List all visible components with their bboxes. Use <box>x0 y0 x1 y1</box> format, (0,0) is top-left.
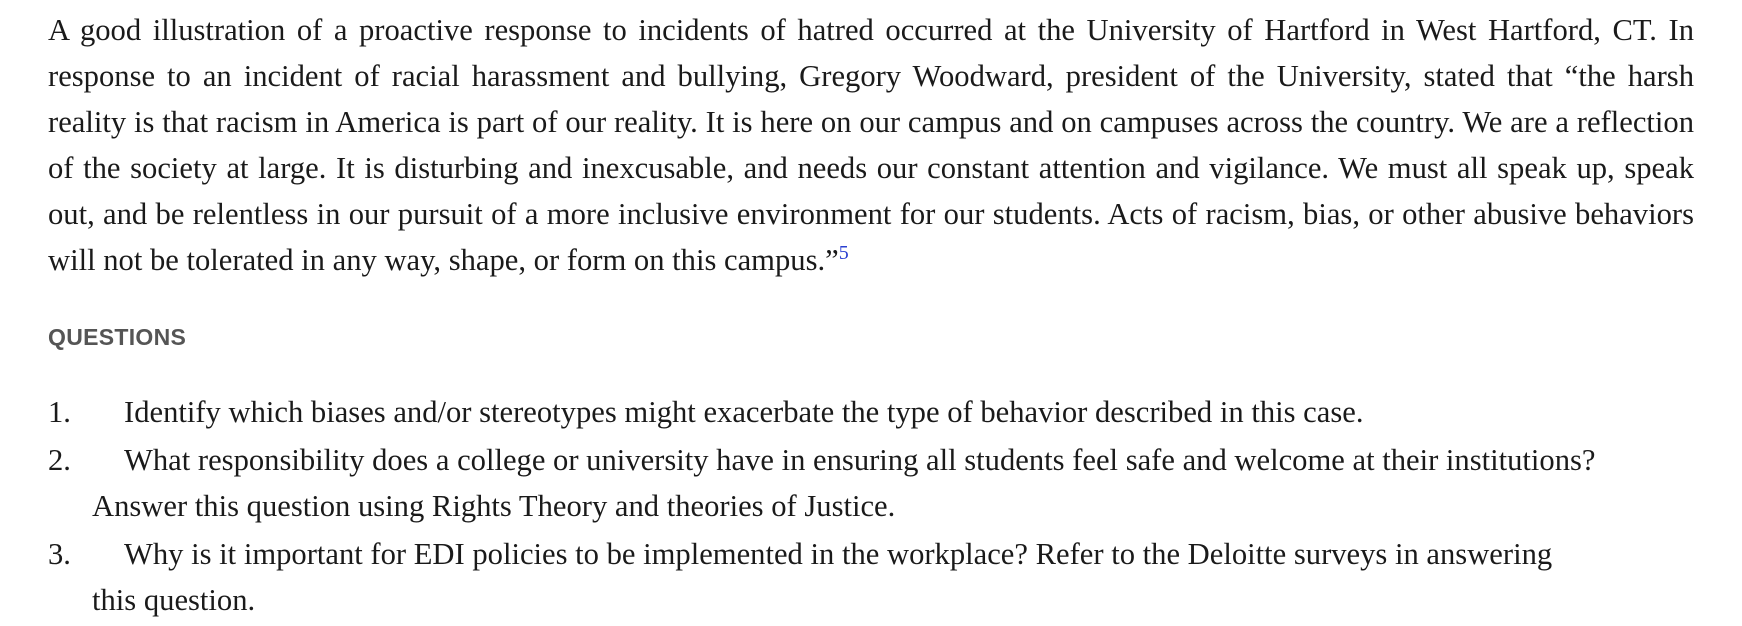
question-number: 2. <box>48 443 71 477</box>
question-first-line <box>48 389 1694 435</box>
question-item <box>48 437 1694 529</box>
question-item <box>48 531 1694 623</box>
question-first-line <box>48 531 1694 577</box>
question-text: What responsibility does a college or university have in ensuring all students feel safe and welcome at their institutions? <box>124 443 1596 477</box>
question-number: 1. <box>48 395 71 429</box>
questions-heading: QUESTIONS <box>48 324 187 350</box>
paragraph-text: A good illustration of a proactive response to incidents of hatred occurred at the University of Hartford in West Hartford, CT. In response to an incident of racial harassment and bullying, Gregory Woodward, president of the University, stated that “the harsh reality is that racism in America is part of our reality. It is here on our campus and on campuses across the country. We are a reflection of the society at large. It is disturbing and inexcusable, and needs our constant attention and vigilance. We must all speak up, speak out, and be relentless in our pursuit of a more inclusive environment for our students. Acts of racism, bias, or other abusive behaviors will not be tolerated in any way, shape, or form on this campus.” <box>48 13 1694 277</box>
question-continuation: this question. <box>92 583 256 617</box>
question-number: 3. <box>48 537 71 571</box>
question-item <box>48 389 1694 435</box>
question-text: Why is it important for EDI policies to be implemented in the workplace? Refer to the Deloitte surveys in answering <box>124 537 1553 571</box>
footnote-link[interactable]: 5 <box>838 241 849 264</box>
question-continuation: Answer this question using Rights Theory and theories of Justice. <box>92 489 896 523</box>
question-first-line <box>48 437 1694 483</box>
question-text: Identify which biases and/or stereotypes might exacerbate the type of behavior described in this case. <box>124 395 1364 429</box>
questions-list <box>48 389 1694 625</box>
body-paragraph <box>48 0 1694 283</box>
